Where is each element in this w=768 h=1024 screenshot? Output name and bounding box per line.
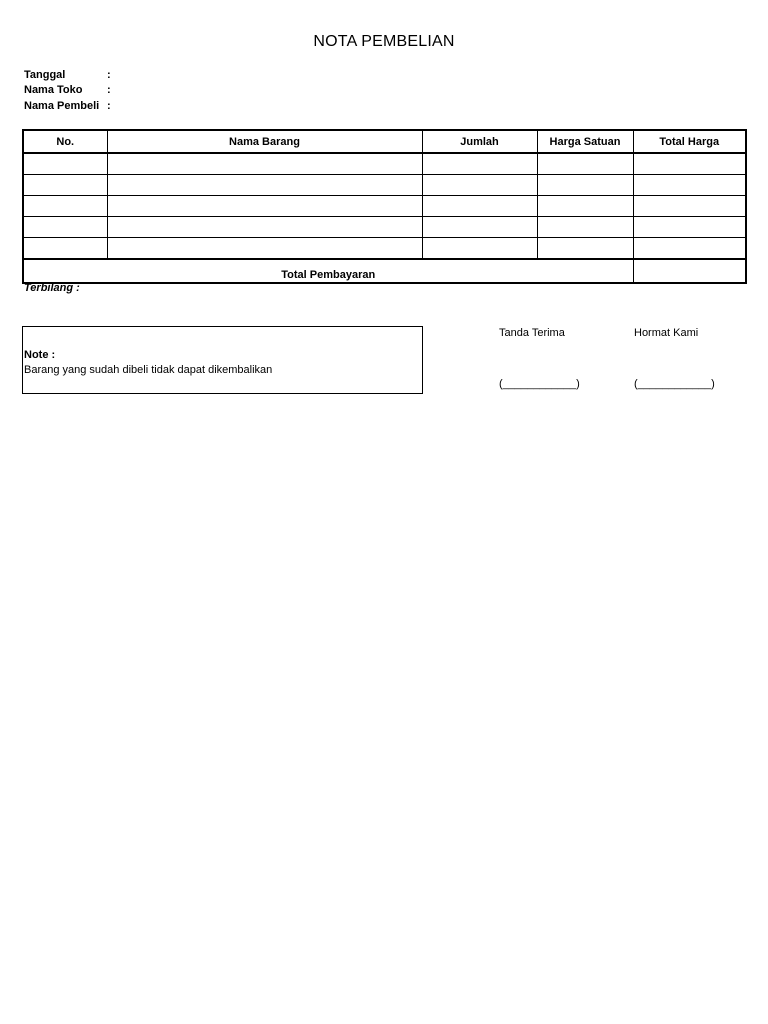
table-cell [107,196,422,217]
table-cell [23,153,107,175]
table-cell [537,196,633,217]
table-cell [537,153,633,175]
table-row [23,238,746,260]
terbilang-label: Terbilang : [24,282,80,294]
document-title: NOTA PEMBELIAN [313,33,455,50]
total-pembayaran-value [633,259,746,283]
total-row [23,259,746,283]
tanda-terima-label: Tanda Terima [499,327,565,339]
table-row [23,196,746,217]
header-total-harga: Total Harga [633,130,746,153]
table-cell [633,217,746,238]
table-cell [107,217,422,238]
table-row [23,217,746,238]
table-row [23,175,746,196]
table-cell [23,196,107,217]
header-nama-barang: Nama Barang [107,130,422,153]
table-cell [107,175,422,196]
table-cell [633,153,746,175]
meta-label-nama-pembeli: Nama Pembeli [24,100,100,112]
table-header-row [23,130,746,153]
table-cell [23,175,107,196]
table-cell [537,238,633,260]
table-cell [633,238,746,260]
table-cell [107,238,422,260]
meta-label-tanggal: Tanggal [24,69,66,81]
table-cell [422,238,537,260]
note-text: Barang yang sudah dibeli tidak dapat dikembalikan [24,364,273,376]
table-cell [633,196,746,217]
table-cell [422,196,537,217]
header-jumlah: Jumlah [422,130,537,153]
table-cell [422,217,537,238]
table-cell [537,175,633,196]
hormat-kami-signature-line: (____________) [634,378,715,390]
table-cell [537,217,633,238]
header-harga-satuan: Harga Satuan [537,130,633,153]
table-cell [23,217,107,238]
note-box [22,326,423,394]
total-pembayaran-label: Total Pembayaran [23,259,633,283]
table-cell [107,153,422,175]
meta-label-nama-toko: Nama Toko [24,84,83,96]
table-cell [23,238,107,260]
table-row [23,153,746,175]
table-cell [422,153,537,175]
meta-colon-nama-pembeli: : [107,100,111,112]
items-table [22,129,747,284]
table-cell [422,175,537,196]
meta-colon-tanggal: : [107,69,111,81]
tanda-terima-signature-line: (____________) [499,378,580,390]
meta-colon-nama-toko: : [107,84,111,96]
hormat-kami-label: Hormat Kami [634,327,699,339]
table-cell [633,175,746,196]
header-no: No. [23,130,107,153]
note-title: Note : [24,349,56,361]
